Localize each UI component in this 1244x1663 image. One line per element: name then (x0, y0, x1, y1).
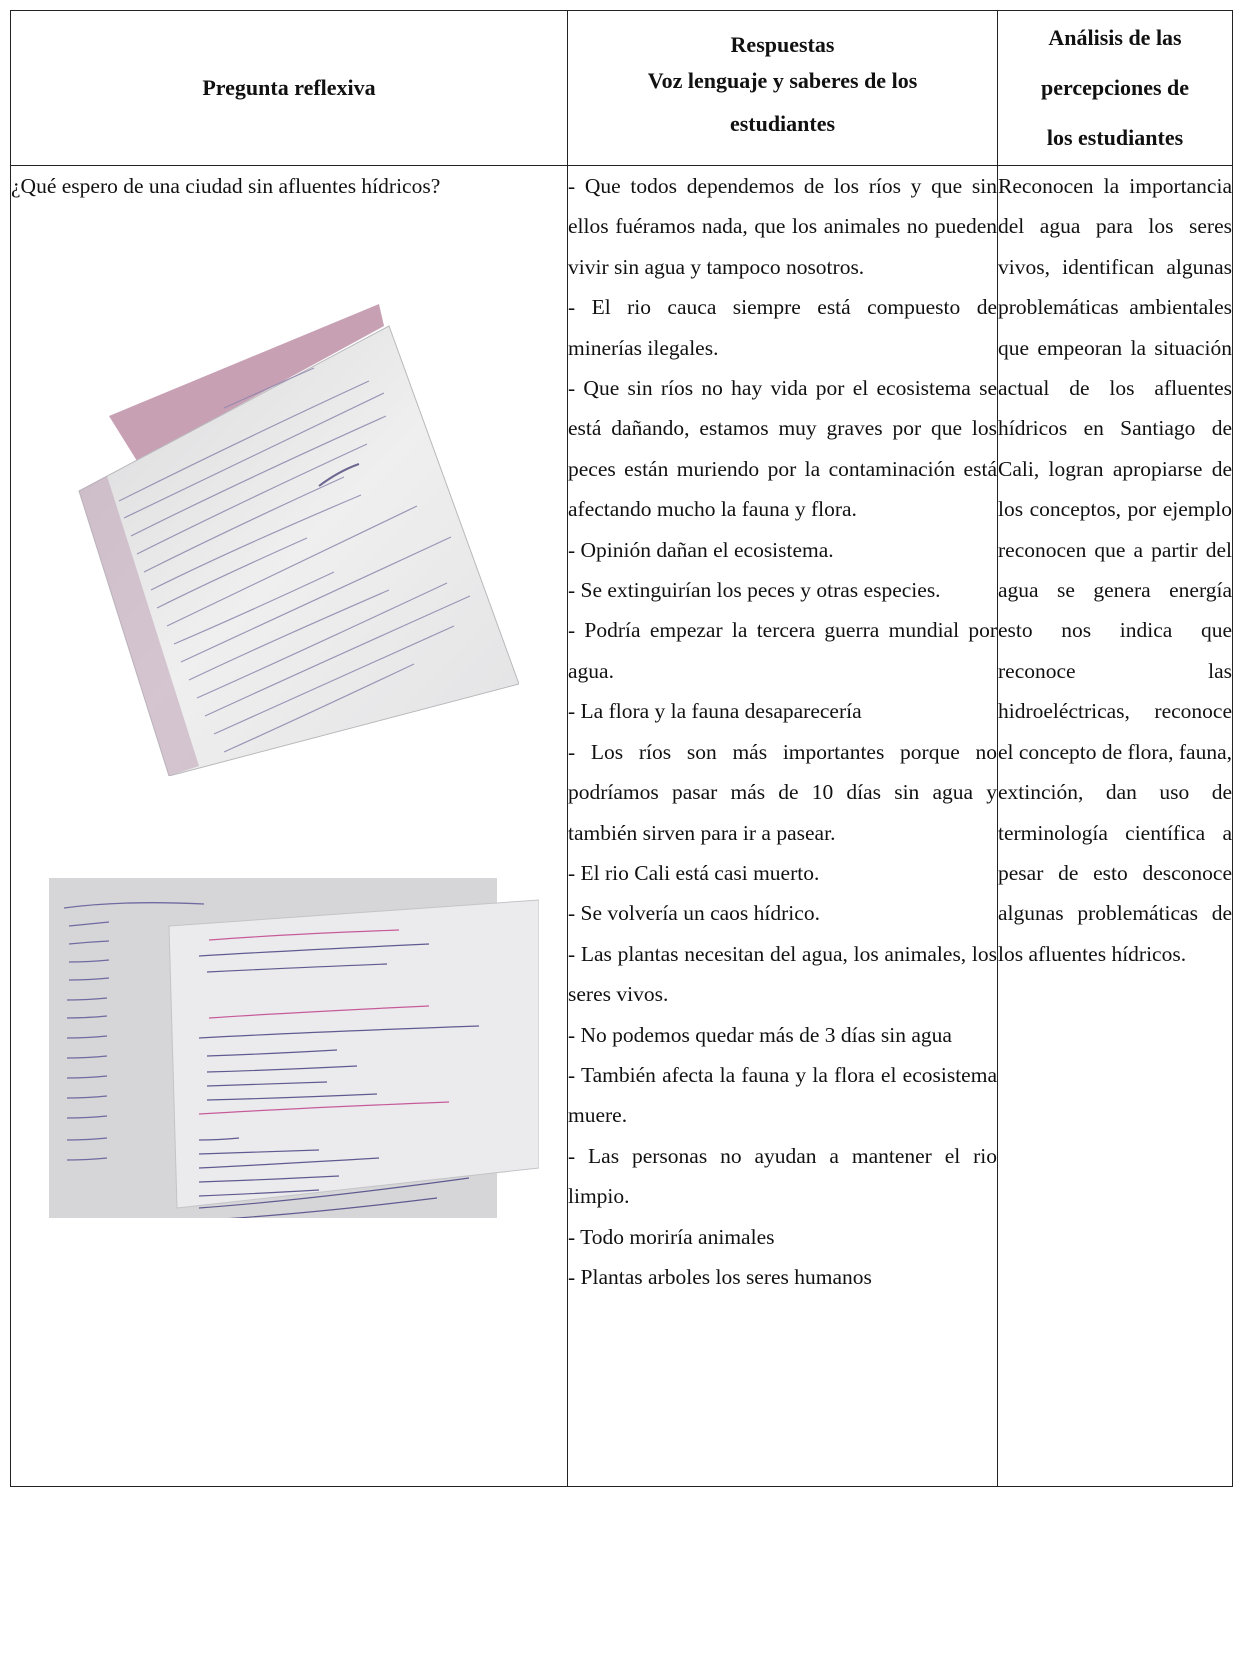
photo-area (11, 206, 567, 1486)
header-respuestas-line1: Respuestas (730, 32, 835, 57)
response-item: - Podría empezar la tercera guerra mundial por agua. (568, 618, 997, 683)
header-respuestas-line3: estudiantes (729, 111, 836, 136)
response-item: - Opinión dañan el ecosistema. (568, 537, 834, 562)
response-item: - Las plantas necesitan del agua, los animales, los seres vivos. (568, 941, 997, 1007)
response-item: - No podemos quedar más de 3 días sin agua (568, 1022, 952, 1047)
header-analisis-line3: los estudiantes (1046, 125, 1184, 150)
response-item: - El rio Cali está casi muerto. (568, 860, 820, 885)
analysis-cell (998, 166, 1233, 1487)
header-analisis-line1: Análisis de las (1048, 25, 1182, 50)
response-item: - Que sin ríos no hay vida por el ecosistema se está dañando, estamos muy graves por que los peces están muriendo por la contaminación está afectando mucho la fauna y flora. (568, 376, 997, 522)
header-respuestas (568, 11, 998, 166)
response-item: - Se volvería un caos hídrico. (568, 901, 820, 926)
reflection-table (10, 10, 1233, 1487)
response-item: - La flora y la fauna desaparecería (568, 699, 862, 724)
handwritten-sheet-photo-1 (49, 296, 519, 776)
response-item: - Los ríos son más importantes porque no podríamos pasar más de 10 días sin agua y también sirven para ir a pasear. (568, 739, 997, 845)
table-header-row (11, 11, 1233, 166)
header-respuestas-line2: Voz lenguaje y saberes de los (647, 68, 918, 93)
response-item: - Las personas no ayudan a mantener el rio limpio. (568, 1143, 997, 1209)
response-item: - Plantas arboles los seres humanos (568, 1264, 872, 1289)
response-item: - Se extinguirían los peces y otras especies. (568, 578, 941, 603)
response-item: - También afecta la fauna y la flora el ecosistema muere. (568, 1062, 997, 1128)
response-item: - Que todos dependemos de los ríos y que sin ellos fuéramos nada, que los animales no pueden vivir sin agua y tampoco nosotros. (568, 174, 997, 279)
analysis-text: Reconocen la importancia del agua para los seres vivos, identifican algunas problemáticas ambientales que empeoran la situación actual de los afluentes hídricos en Santiago de Cali, logran apropiarse de los conceptos, por ejemplo reconocen que a partir del agua se genera energía esto nos indica que reconoce las hidroeléctricas, reconoce el concepto de flora, fauna, extinción, dan uso de terminología científica a pesar de esto desconoce algunas problemáticas de los afluentes hídricos. (998, 174, 1232, 966)
table-row (11, 166, 1233, 1487)
question-cell (11, 166, 568, 1487)
response-item: - El rio cauca siempre está compuesto de minerías ilegales. (568, 295, 997, 360)
header-pregunta: Pregunta reflexiva (11, 11, 568, 166)
handwritten-notebook-photo-2 (49, 878, 539, 1218)
question-text: ¿Qué espero de una ciudad sin afluentes hídricos? (11, 174, 441, 198)
header-analisis-line2: percepciones de (1040, 75, 1190, 100)
responses-cell (568, 166, 998, 1487)
header-analisis (998, 11, 1233, 166)
response-item: - Todo moriría animales (568, 1224, 775, 1249)
